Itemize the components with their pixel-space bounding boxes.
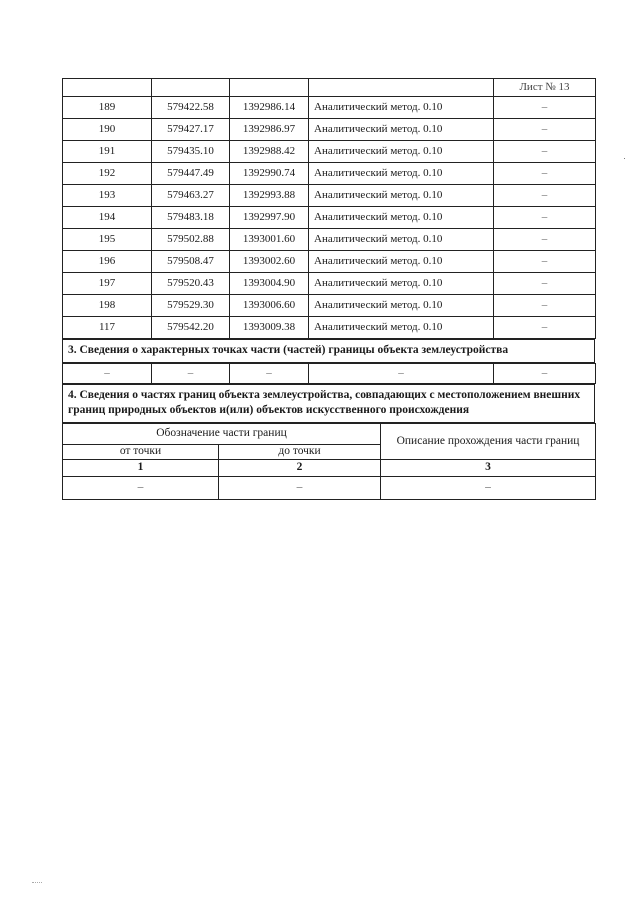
point-number-cell: 194 [63,207,152,229]
col-to-header: до точки [219,444,381,459]
point-number-cell: 193 [63,185,152,207]
description-cell: – [494,251,596,273]
table-row [63,476,596,499]
table-row [63,317,596,339]
empty-cell: – [219,476,381,499]
section-4-table [62,423,596,500]
column-number: 1 [63,459,219,476]
empty-cell: – [381,476,596,499]
method-cell: Аналитический метод. 0.10 [309,207,494,229]
method-cell: Аналитический метод. 0.10 [309,273,494,295]
y-coordinate-cell: 1393002.60 [230,251,309,273]
empty-cell: – [152,363,230,383]
point-number-cell: 197 [63,273,152,295]
point-number-cell: 190 [63,119,152,141]
x-coordinate-cell: 579422.58 [152,97,230,119]
empty-cell: – [309,363,494,383]
point-number-cell: 192 [63,163,152,185]
y-coordinate-cell: 1392993.88 [230,185,309,207]
table-row [63,119,596,141]
x-coordinate-cell: 579447.49 [152,163,230,185]
method-cell: Аналитический метод. 0.10 [309,317,494,339]
section-4-title: 4. Сведения о частях границ объекта землеустройства, совпадающих с местоположением внешних границ природных объектов и(или) объектов искусственного происхождения [63,384,595,422]
header-cell [63,79,152,97]
description-cell: – [494,317,596,339]
point-number-cell: 196 [63,251,152,273]
method-cell: Аналитический метод. 0.10 [309,229,494,251]
description-cell: – [494,273,596,295]
table-row [63,163,596,185]
x-coordinate-cell: 579542.20 [152,317,230,339]
method-cell: Аналитический метод. 0.10 [309,141,494,163]
y-coordinate-cell: 1392997.90 [230,207,309,229]
y-coordinate-cell: 1393004.90 [230,273,309,295]
method-cell: Аналитический метод. 0.10 [309,185,494,207]
description-cell: – [494,97,596,119]
scan-speck [624,158,625,159]
sheet-header-row [63,79,596,97]
point-number-cell: 191 [63,141,152,163]
x-coordinate-cell: 579463.27 [152,185,230,207]
x-coordinate-cell: 579502.88 [152,229,230,251]
x-coordinate-cell: 579508.47 [152,251,230,273]
y-coordinate-cell: 1392986.14 [230,97,309,119]
sheet-number-label: Лист № 13 [494,79,596,97]
table-row [63,363,596,383]
col-desc-header: Описание прохождения части границ [381,423,596,459]
y-coordinate-cell: 1393009.38 [230,317,309,339]
point-number-cell: 117 [63,317,152,339]
section-3-table [62,363,596,384]
coordinates-body [63,97,596,339]
table-row [63,97,596,119]
section-3-title: 3. Сведения о характерных точках части (частей) границы объекта землеустройства [63,340,595,363]
x-coordinate-cell: 579520.43 [152,273,230,295]
empty-cell: – [63,363,152,383]
table-row [63,229,596,251]
document-sheet [62,78,595,500]
x-coordinate-cell: 579483.18 [152,207,230,229]
header-cell [230,79,309,97]
x-coordinate-cell: 579435.10 [152,141,230,163]
y-coordinate-cell: 1392986.97 [230,119,309,141]
section-4-heading [62,384,595,423]
table-row [63,141,596,163]
col-group-header: Обозначение части границ [63,423,381,444]
scan-mark [32,882,42,886]
header-cell [152,79,230,97]
description-cell: – [494,141,596,163]
empty-cell: – [494,363,596,383]
description-cell: – [494,207,596,229]
method-cell: Аналитический метод. 0.10 [309,163,494,185]
method-cell: Аналитический метод. 0.10 [309,295,494,317]
point-number-cell: 195 [63,229,152,251]
column-number: 3 [381,459,596,476]
table-header-row [63,423,596,444]
col-from-header: от точки [63,444,219,459]
point-number-cell: 198 [63,295,152,317]
empty-cell: – [63,476,219,499]
table-row [63,273,596,295]
description-cell: – [494,295,596,317]
section-3-heading [62,339,595,363]
table-row [63,251,596,273]
description-cell: – [494,119,596,141]
description-cell: – [494,229,596,251]
column-number: 2 [219,459,381,476]
empty-cell: – [230,363,309,383]
point-number-cell: 189 [63,97,152,119]
y-coordinate-cell: 1392990.74 [230,163,309,185]
x-coordinate-cell: 579529.30 [152,295,230,317]
y-coordinate-cell: 1393001.60 [230,229,309,251]
table-row [63,207,596,229]
description-cell: – [494,185,596,207]
table-row [63,295,596,317]
column-number-row [63,459,596,476]
table-row [63,185,596,207]
coordinates-table [62,78,596,339]
method-cell: Аналитический метод. 0.10 [309,251,494,273]
x-coordinate-cell: 579427.17 [152,119,230,141]
y-coordinate-cell: 1392988.42 [230,141,309,163]
method-cell: Аналитический метод. 0.10 [309,119,494,141]
description-cell: – [494,163,596,185]
method-cell: Аналитический метод. 0.10 [309,97,494,119]
y-coordinate-cell: 1393006.60 [230,295,309,317]
header-cell [309,79,494,97]
